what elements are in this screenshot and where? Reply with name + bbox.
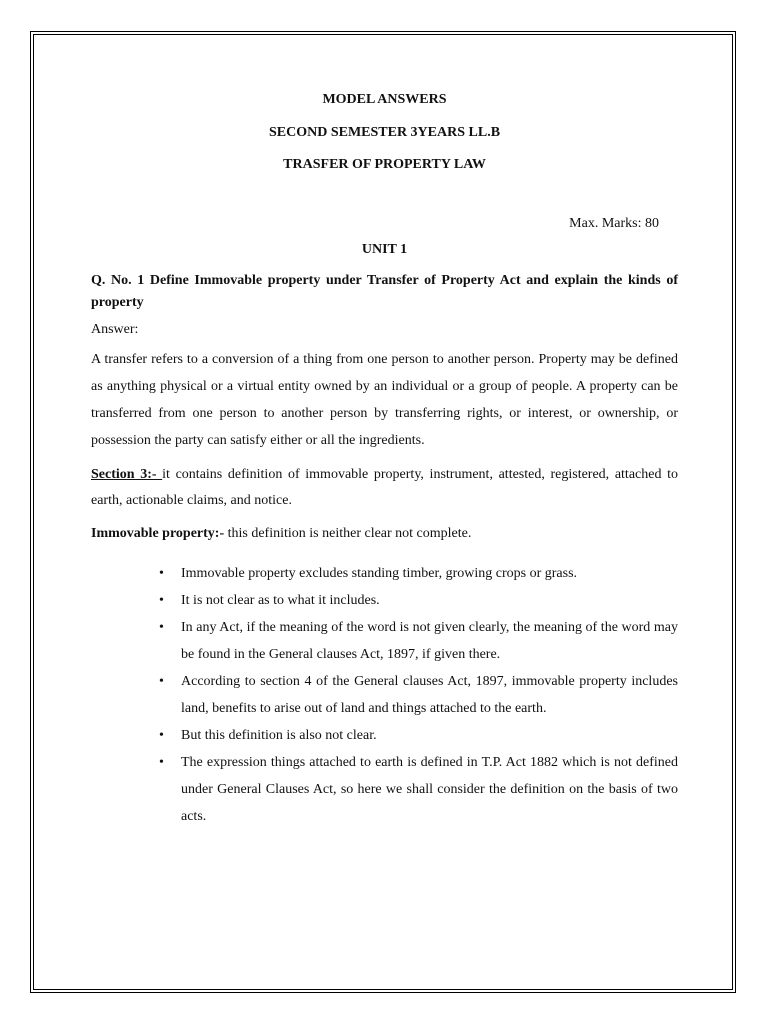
answer-label: Answer:: [91, 322, 139, 337]
list-item-text: Immovable property excludes standing timber, growing crops or grass.: [181, 566, 578, 581]
immovable-paragraph: [91, 524, 678, 544]
list-item: [159, 722, 678, 749]
unit-heading: UNIT 1: [361, 242, 408, 257]
immovable-label: Immovable property:-: [91, 526, 225, 541]
list-item: [159, 668, 678, 722]
list-item: [159, 614, 678, 668]
list-item-text: It is not clear as to what it includes.: [181, 593, 380, 608]
section3-text: it contains definition of immovable property, instrument, attested, registered, attached to earth, actionable claims, and notice.: [91, 467, 678, 508]
list-item-text: But this definition is also not clear.: [181, 728, 377, 743]
list-item-text: According to section 4 of the General clauses Act, 1897, immovable property includes land, benefits to arise out of land and things attached to the earth.: [181, 674, 678, 716]
list-item-text: In any Act, if the meaning of the word is not given clearly, the meaning of the word may be found in the General clauses Act, 1897, if given there.: [181, 620, 678, 662]
bullet-icon: •: [159, 593, 164, 608]
list-item-text: The expression things attached to earth is defined in T.P. Act 1882 which is not defined under General Clauses Act, so here we shall consider the definition on the basis of two acts.: [181, 755, 678, 824]
list-item: [159, 749, 678, 830]
list-item: [159, 560, 678, 587]
bullet-icon: •: [159, 566, 164, 581]
bullet-list: [91, 560, 678, 830]
heading-subject: TRASFER OF PROPERTY LAW: [283, 157, 486, 172]
bullet-icon: •: [159, 728, 164, 743]
list-item: [159, 587, 678, 614]
section3-paragraph: [91, 462, 678, 514]
bullet-icon: •: [159, 674, 164, 689]
bullet-icon: •: [159, 755, 164, 770]
question-text: Q. No. 1 Define Immovable property under Transfer of Property Act and explain the kinds of property: [91, 273, 678, 310]
heading-semester: SECOND SEMESTER 3YEARS LL.B: [268, 125, 501, 140]
section3-label: Section 3:-: [91, 467, 163, 482]
intro-paragraph: A transfer refers to a conversion of a thing from one person to another person. Property may be defined as anything physical or a virtual entity owned by an individual or a group of people. A property can be transferred from one person to another person by transferring rights, or interest, or ownership, or possession the party can satisfy either or all the ingredients.: [91, 352, 678, 448]
document-body: [91, 90, 678, 830]
heading-model-answers: MODEL ANSWERS: [322, 92, 447, 107]
immovable-text: this definition is neither clear not complete.: [224, 526, 472, 541]
max-marks: Max. Marks: 80: [569, 216, 659, 231]
bullet-icon: •: [159, 620, 164, 635]
